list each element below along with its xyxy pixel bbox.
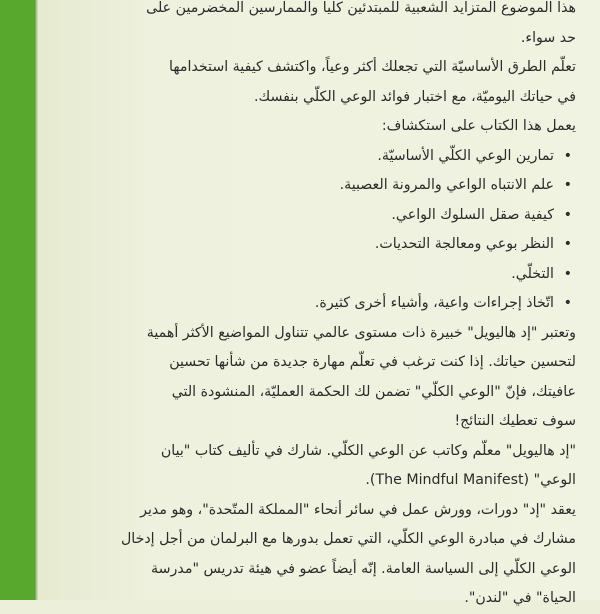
cover-text <box>120 0 576 614</box>
method-line: في حياتك اليوميّة، مع اختبار فوائد الوعي الكلّي بنفسك. <box>254 88 576 105</box>
list-item: • علم الانتباه الواعي والمرونة العصبية. <box>120 171 576 201</box>
list-item: • التخلّي. <box>120 260 576 290</box>
bio-line: الحياة" في "لندن". <box>464 590 576 606</box>
promo-line: سوف تعطيك النتائج! <box>454 413 576 429</box>
list-intro: يعمل هذا الكتاب على استكشاف: <box>381 118 576 134</box>
intro-line: حد سواء. <box>520 29 576 46</box>
list-item: • كيفية صقل السلوك الواعي. <box>120 201 576 231</box>
promo-line: لتحسين حياتك. إذا كنت ترغب في تعلّم مهارة جديدة من شأنها تحسين <box>169 354 576 370</box>
book-title-english: (The Mindful Manifest) <box>369 472 530 488</box>
book-spine-stripe <box>0 0 34 600</box>
bio-line: مشارك في مبادرة الوعي الكلّي، التي تعمل بدورها مع البرلمان من أجل إدخال <box>120 531 576 547</box>
book-back-cover <box>38 0 600 606</box>
topics-list <box>120 142 576 319</box>
list-item: • اتّخاذ إجراءات واعية، وأشياء أخرى كثيرة. <box>120 289 576 319</box>
bio-line: الوعي الكلّي إلى السياسة العامة. إنّه أيضاً عضو في هيئة تدريس "مدرسة <box>151 560 576 577</box>
method-line: تعلّم الطرق الأساسيّة التي تجعلك أكثر وعياً، واكتشف كيفية استخدامها <box>169 59 576 75</box>
author-line-two <box>120 466 576 496</box>
author-line-arabic: الوعي" <box>533 472 576 488</box>
author-line-end: . <box>365 472 370 488</box>
list-item: • النظر بوعي ومعالجة التحديات. <box>120 230 576 260</box>
intro-line: هذا الموضوع المتزايد الشعبية للمبتدئين كليا والممارسين المخضرمين على <box>146 0 576 16</box>
promo-line: وتعتبر "إد هاليويل" خبيرة ذات مستوى عالمي تتناول المواضيع الأكثر أهمية <box>146 324 576 341</box>
author-line: "إد هاليويل" معلّم وكاتب عن الوعي الكلّي. شارك في تأليف كتاب "بيان <box>160 442 576 459</box>
list-item: • تمارين الوعي الكلّي الأساسيّة. <box>120 142 576 172</box>
bio-line: يعقد "إد" دورات، وورش عمل في سائر أنحاء "المملكة المتّحدة"، وهو مدير <box>140 501 576 518</box>
promo-line: عافيتك، فإنّ "الوعي الكلّي" تضمن لك الحكمة العمليّة، المنشودة التي <box>171 383 576 400</box>
